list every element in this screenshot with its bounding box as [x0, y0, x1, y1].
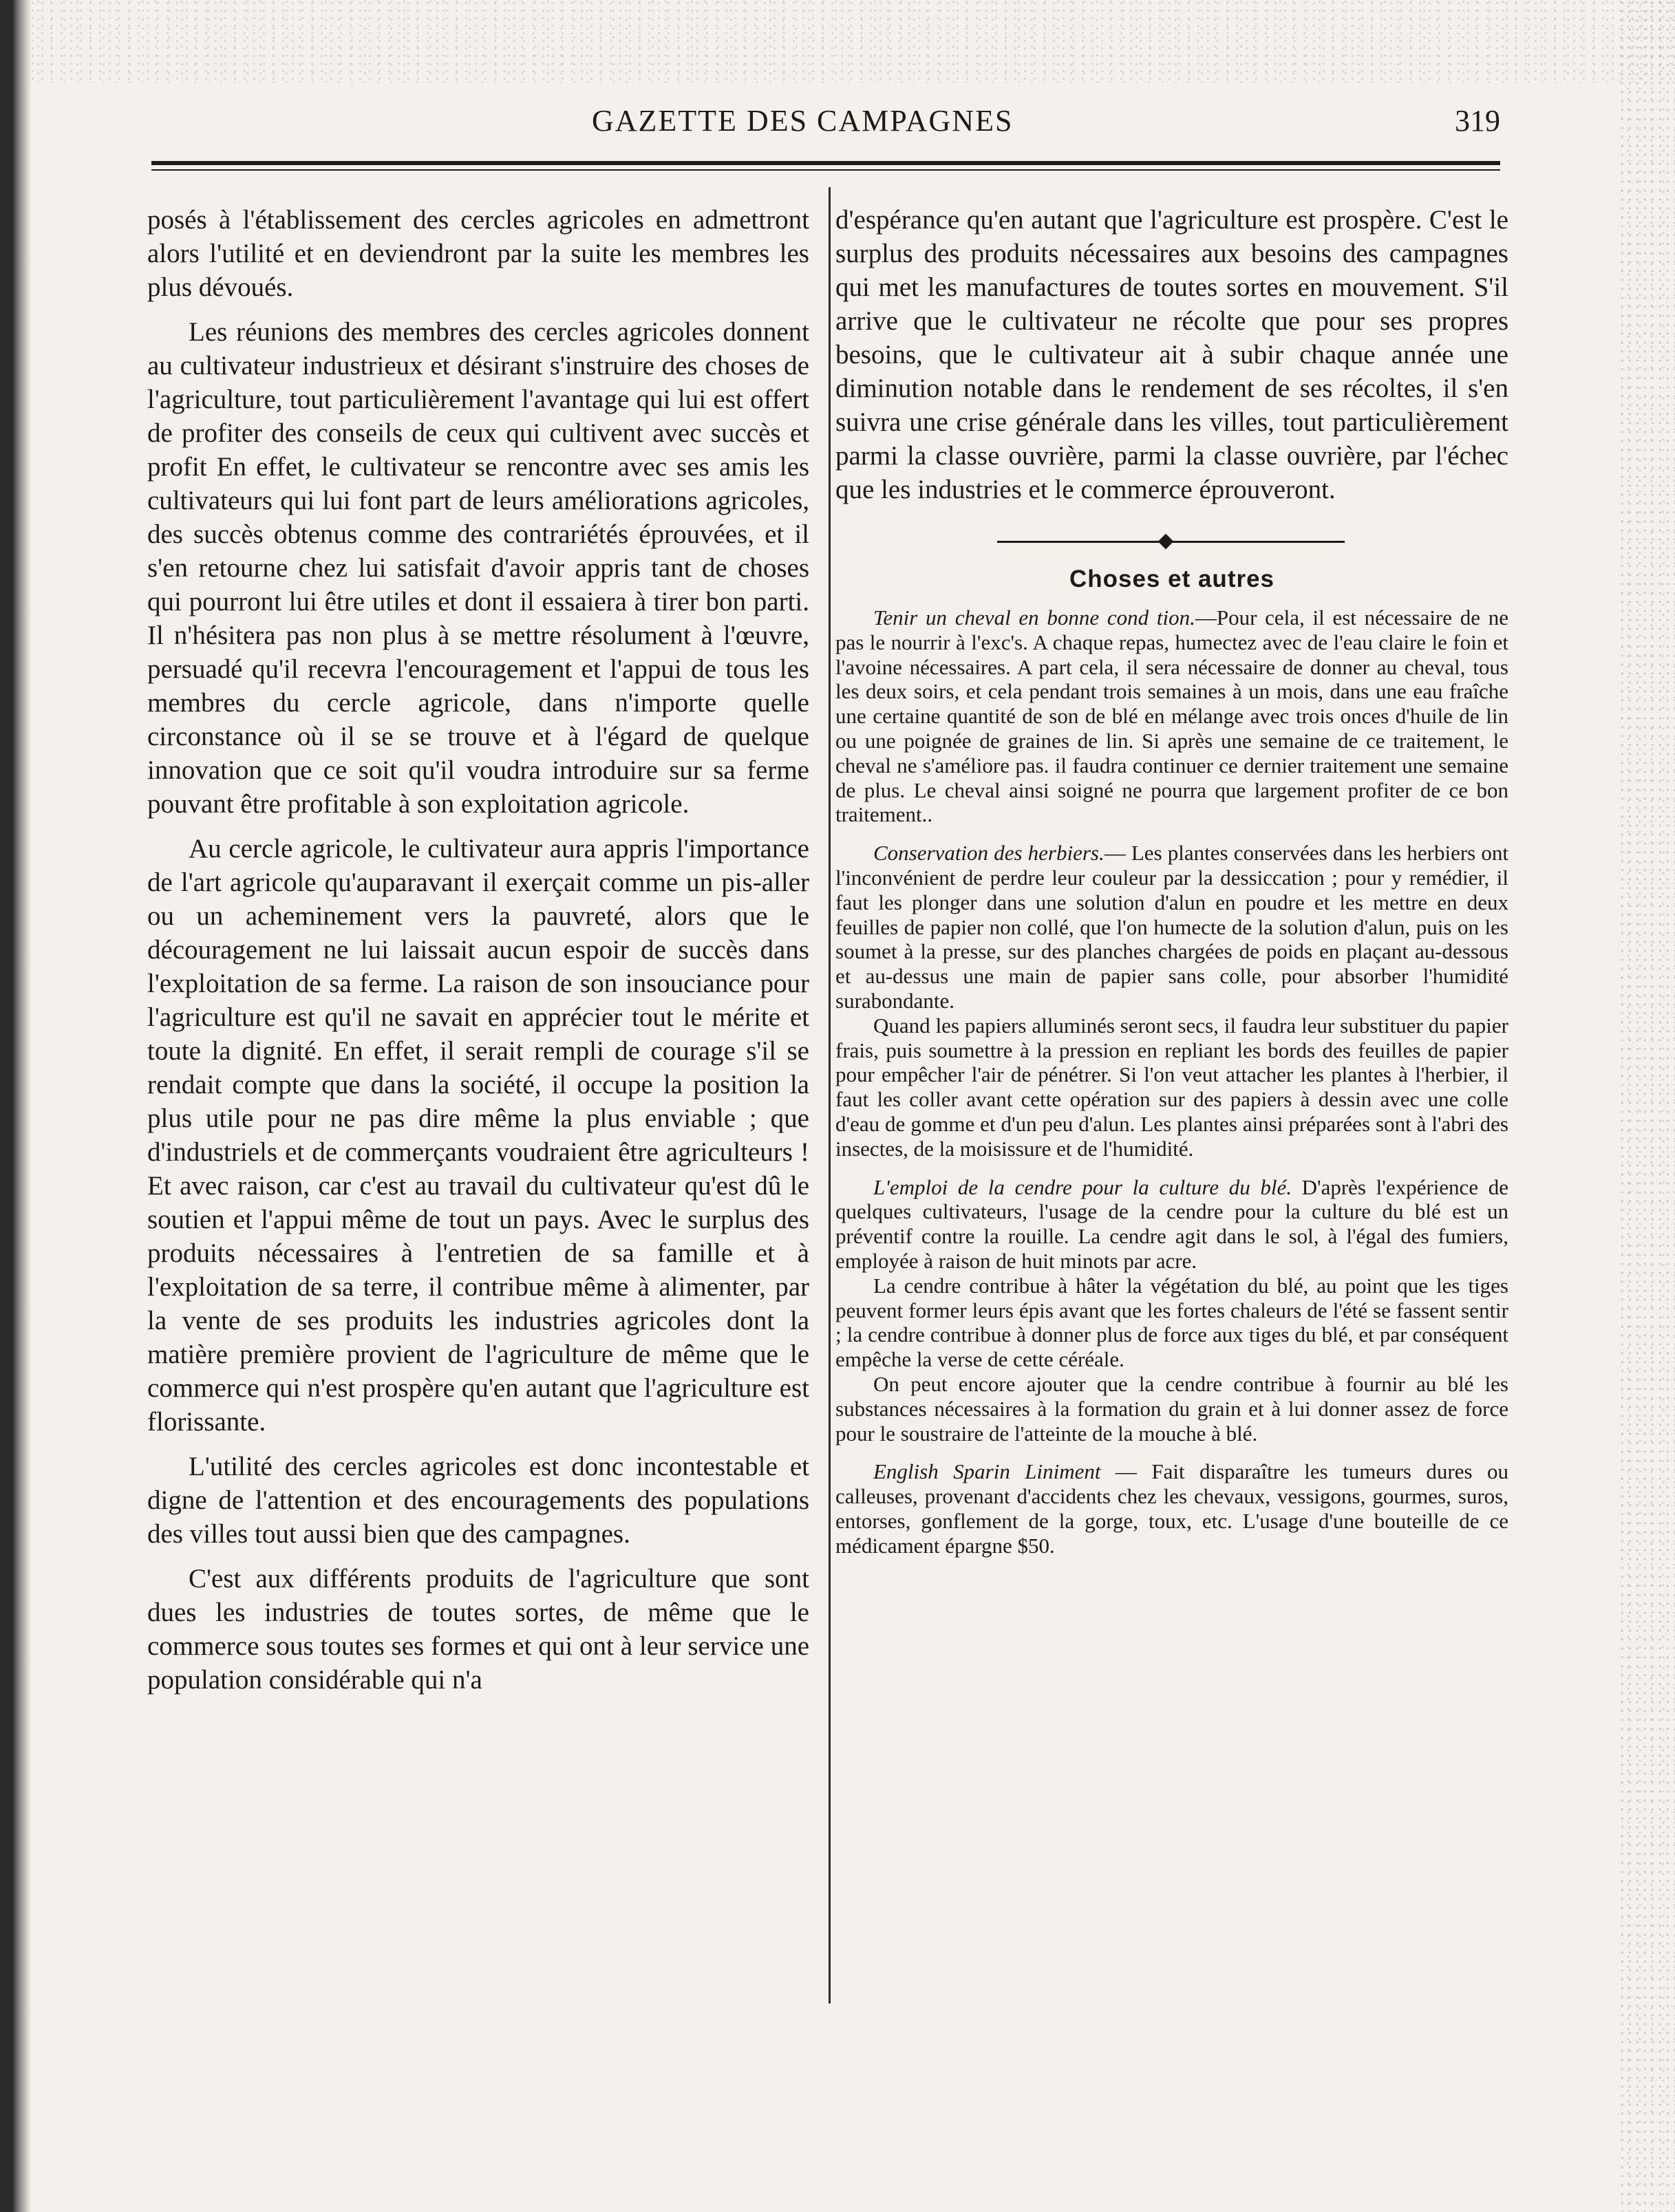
item-text: D'après l'expérience de quelques cultivateurs, l'usage de la cendre pour la culture du blé est un préventif contre la rouille. La cendre agit dans le sol, à l'égal des fumiers, employée à raison de huit minots par acre.	[835, 1174, 1508, 1273]
item-heading: Conservation des herbiers.	[873, 841, 1105, 866]
paragraph: L'utilité des cercles agricoles est donc incontestable et digne de l'attention et des encouragements des populations des villes tout aussi bien que des campagnes.	[147, 1452, 809, 1549]
paragraph: Au cercle agricole, le cultivateur aura appris l'importance de l'art agricole qu'auparavant il exerçait comme un pis-aller ou un acheminement vers la pauvreté, alors que le découragement ne lui laissait aucun espoir de succès dans l'exploitation de sa ferme. La raison de son insouciance pour l'agriculture est qu'il ne savait en apprécier tout le mérite et toute la dignité. En effet, il serait rempli de courage s'il se rendait compte que dans la société, il occupe la position la plus utile pour ne pas dire même la plus enviable ; que d'industriels et de commerçants voudraient être agriculteurs ! Et avec raison, car c'est au travail du cultivateur qu'est dû le soutien et l'appui même de tout un pays. Avec le surplus des produits nécessaires à l'entretien de sa famille et à l'exploitation de sa terre, il contribue même à alimenter, par la vente de ses produits les industries agricoles dont la matière première provient de l'agriculture de même que le commerce qui n'est prospère qu'en autant que l'agriculture est florissante.	[147, 834, 809, 1437]
paragraph: C'est aux différents produits de l'agriculture que sont dues les industries de toutes sortes, de même que le commerce sous toutes ses formes et qui ont à leur service une population considérable qui n'a	[147, 1564, 809, 1695]
item-ash-wheat	[835, 1175, 1508, 1274]
column-divider	[829, 187, 831, 2004]
item-heading: English Sparin Liniment	[873, 1459, 1101, 1484]
item-herbarium	[835, 841, 1508, 1013]
section-title: Choses et autres	[1069, 566, 1275, 592]
section-ornament	[835, 531, 1508, 552]
item-heading: Tenir un cheval en bonne cond tion.	[873, 605, 1195, 630]
item-text: On peut encore ajouter que la cendre contribue à fournir au blé les substances nécessaires à la formation du grain et à lui donner assez de force pour le soustraire de l'atteinte de la mouche à blé.	[835, 1371, 1508, 1446]
paragraph: Les réunions des membres des cercles agricoles donnent au cultivateur industrieux et désirant s'instruire des choses de l'agriculture, tout particulièrement l'avantage qui lui est offert de profiter des conseils de ceux qui cultivent avec succès et profit En effet, le cultivateur se rencontre avec ses amis les cultivateurs qui lui font part de leurs améliorations agricoles, des succès obtenus comme des contrariétés éprouvées, et il s'en retourne chez lui satisfait d'avoir appris tant de choses qui pourront lui être utiles et dont il essaiera à tirer bon parti. Il n'hésitera pas non plus à se mettre résolument à l'œuvre, persuadé qu'il recevra l'encouragement et l'appui de tous les membres du cercle agricole, dans n'importe quelle circonstance où il se se trouve et à l'égard de quelque innovation que ce soit qu'il voudra introduire sur sa ferme pouvant être profitable à son exploitation agricole.	[147, 317, 809, 819]
header-rule-thin	[151, 169, 1500, 171]
item-text: — Les plantes conservées dans les herbiers ont l'inconvénient de perdre leur couleur par la dessiccation ; pour y remédier, il faut les plonger dans une solution d'alun en poudre et les mettre en deux feuilles de papier non collé, que l'on humecte de la solution d'alun, puis on les soumet à la presse, sur des planches chargées de poids en plaçant au-dessous et au-dessus une main de papier sans colle, pour absorber l'humidité surabondante.	[835, 841, 1508, 1013]
page-number: 319	[1455, 104, 1500, 138]
publication-title: GAZETTE DES CAMPAGNES	[592, 104, 1014, 138]
paragraph: d'espérance qu'en autant que l'agriculture est prospère. C'est le surplus des produits nécessaires aux besoins des campagnes qui met les manufactures de toutes sortes en mouvement. S'il arrive que le cultivateur ne récolte que pour ses propres besoins, que le cultivateur ait à subir chaque année une diminution notable dans le rendement de ses récoltes, il s'en suivra une crise générale dans les villes, tout particulièrement parmi la classe ouvrière, parmi la classe ouvrière, par l'échec que les industries et le commerce éprouveront.	[835, 205, 1508, 504]
paragraph: posés à l'établissement des cercles agricoles en admettront alors l'utilité et en deviendront par la suite les membres les plus dévoués.	[147, 205, 809, 302]
item-liniment	[835, 1459, 1508, 1558]
header-rule-thick	[151, 161, 1500, 165]
item-horse-care	[835, 605, 1508, 827]
left-column	[147, 203, 809, 1697]
paper-speckle-top	[32, 0, 1675, 83]
paper-speckle-right	[1620, 0, 1675, 2212]
page-edge-shadow	[0, 0, 32, 2212]
item-text: La cendre contribue à hâter la végétation du blé, au point que les tiges peuvent former leurs épis avant que les fortes chaleurs de l'été se fassent sentir ; la cendre contribue à donner plus de force aux tiges du blé, et par conséquent empêche la verse de cette céréale.	[835, 1273, 1508, 1372]
item-text: — Fait disparaître les tumeurs dures ou calleuses, provenant d'accidents chez les chevaux, vessigons, gourmes, suros, entorses, gonflement de la gorge, toux, etc. L'usage d'une bouteille de ce médicament épargne $50.	[835, 1459, 1508, 1558]
item-text: Quand les papiers alluminés seront secs, il faudra leur substituer du papier frais, puis soumettre à la pression en repliant les bords des feuilles de papier pour empêcher l'air de pénétrer. Si l'on veut attacher les plantes à l'herbier, il faut les coller avant cette opération sur des papiers à dessin avec une colle d'eau de gomme et d'un peu d'alun. Les plantes ainsi préparées sont à l'abri des insectes, de la moisissure et de l'humidité.	[835, 1013, 1508, 1161]
running-head	[138, 96, 1514, 144]
item-text: —Pour cela, il est nécessaire de ne pas le nourrir à l'exc's. A chaque repas, humectez avec de l'eau claire le foin et l'avoine nécessaires. A part cela, il sera nécessaire de donner au cheval, tous les deux soirs, et cela pendant trois semaines à un mois, dans une eau fraîche une certaine quantité de son de blé en mélange avec trois onces d'huile de lin ou une poignée de graines de lin. Si après une semaine de ce traitement, le cheval ne s'améliore pas. il faudra continuer ce dernier traitement une semaine de plus. Le cheval ainsi soigné ne pourra que largement profiter de ce bon traitement..	[835, 605, 1508, 827]
right-column	[835, 203, 1508, 1558]
item-heading: L'emploi de la cendre pour la culture du blé.	[873, 1174, 1292, 1199]
choses-et-autres-section	[835, 605, 1508, 1558]
